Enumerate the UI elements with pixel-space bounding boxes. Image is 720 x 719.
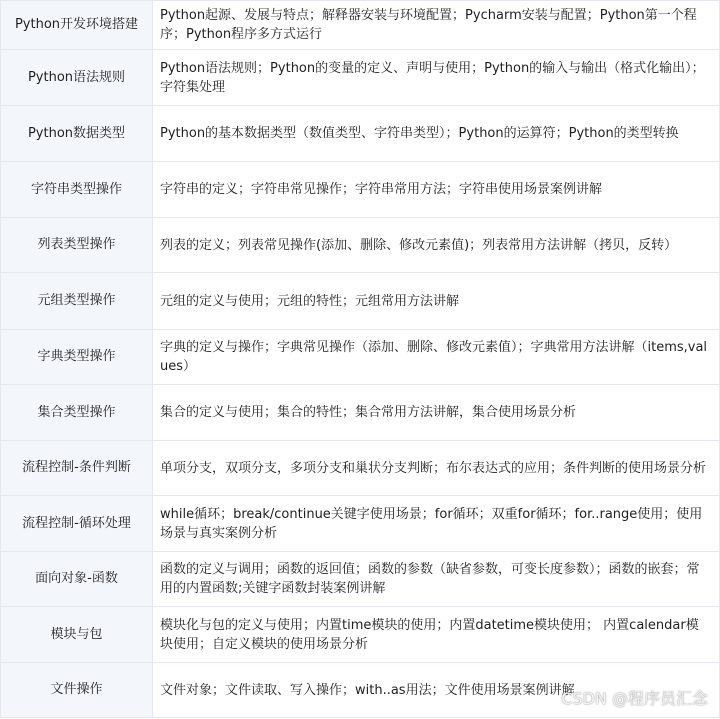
topic-cell [1,218,153,273]
table-row [1,552,720,607]
topic-cell [1,496,153,552]
content-cell [153,441,720,496]
content-text: Python的基本数据类型（数值类型、字符串类型）；Python的运算符；Python的类型转换 [160,126,679,141]
content-cell [153,106,720,162]
topic-cell [1,552,153,607]
topic-cell [1,106,153,162]
content-cell [153,663,720,718]
content-text: 函数的定义与调用；函数的返回值；函数的参数（缺省参数，可变长度参数）；函数的嵌套；常用的内置函数;关键字函数封装案例讲解 [160,562,700,596]
content-text: 文件对象；文件读取、写入操作；with..as用法；文件使用场景案例讲解 [160,682,575,698]
topic-cell [1,441,153,496]
content-cell [153,496,720,552]
topic-label: 列表类型操作 [37,237,116,252]
topic-label: 流程控制-循环处理 [22,515,131,531]
table-row [1,330,720,385]
content-cell [153,218,720,273]
table-row [1,663,720,718]
content-cell [153,162,720,218]
content-text: 单项分支，双项分支，多项分支和巢状分支判断；布尔表达式的应用；条件判断的使用场景分析 [160,460,707,476]
topic-label: Python数据类型 [27,125,126,141]
content-cell [153,552,720,607]
topic-cell [1,50,153,106]
topic-label: 面向对象-函数 [35,571,118,586]
topic-cell [1,330,153,385]
content-text: 字典的定义与操作；字典常见操作（添加、删除、修改元素值）；字典常用方法讲解（items,values） [160,340,708,374]
topic-cell [1,1,153,50]
table-row [1,1,720,50]
table-row [1,607,720,663]
content-text: Python语法规则；Python的变量的定义、声明与使用；Python的输入与输出（格式化输出）；字符集处理 [160,60,705,95]
topic-cell [1,162,153,218]
table-row [1,273,720,330]
topic-label: 模块与包 [50,626,103,642]
topic-label: 集合类型操作 [37,404,116,420]
content-cell [153,50,720,106]
table-row [1,385,720,441]
topic-cell [1,663,153,718]
table-row [1,50,720,106]
topic-cell [1,607,153,663]
content-text: 元组的定义与使用；元组的特性；元组常用方法讲解 [160,293,460,309]
content-text: 集合的定义与使用；集合的特性；集合常用方法讲解，集合使用场景分析 [160,405,577,420]
topic-cell [1,273,153,330]
topic-cell [1,385,153,441]
topic-label: 字符串类型操作 [30,181,122,197]
topic-label: 字典类型操作 [37,349,116,364]
content-cell [153,385,720,441]
table-row [1,106,720,162]
content-text: 列表的定义；列表常见操作(添加、删除、修改元素值)；列表常用方法讲解（拷贝，反转） [160,237,678,253]
content-cell [153,330,720,385]
content-text: 模块化与包的定义与使用；内置time模块的使用；内置datetime模块使用； 内置calendar模块使用；自定义模块的使用场景分析 [160,617,699,652]
content-cell [153,1,720,50]
table-row [1,496,720,552]
table-row [1,218,720,273]
content-cell [153,607,720,663]
topic-label: Python语法规则 [27,69,126,85]
csdn-watermark: CSDN @程序员汇念 [561,689,708,708]
content-text: Python起源、发展与特点；解释器安装与环境配置；Pycharm安装与配置；Python第一个程序；Python程序多方式运行 [160,8,697,42]
content-text: while循环；break/continue关键字使用场景；for循环；双重for循环；for..range使用；使用场景与真实案例分析 [160,506,703,541]
topic-label: 文件操作 [50,682,103,697]
topic-label: Python开发环境搭建 [14,17,139,32]
content-text: 字符串的定义；字符串常见操作；字符串常用方法；字符串使用场景案例讲解 [160,182,603,197]
table-row [1,441,720,496]
content-cell [153,273,720,330]
topic-label: 流程控制-条件判断 [22,460,131,475]
topic-label: 元组类型操作 [37,293,116,308]
table-row [1,162,720,218]
